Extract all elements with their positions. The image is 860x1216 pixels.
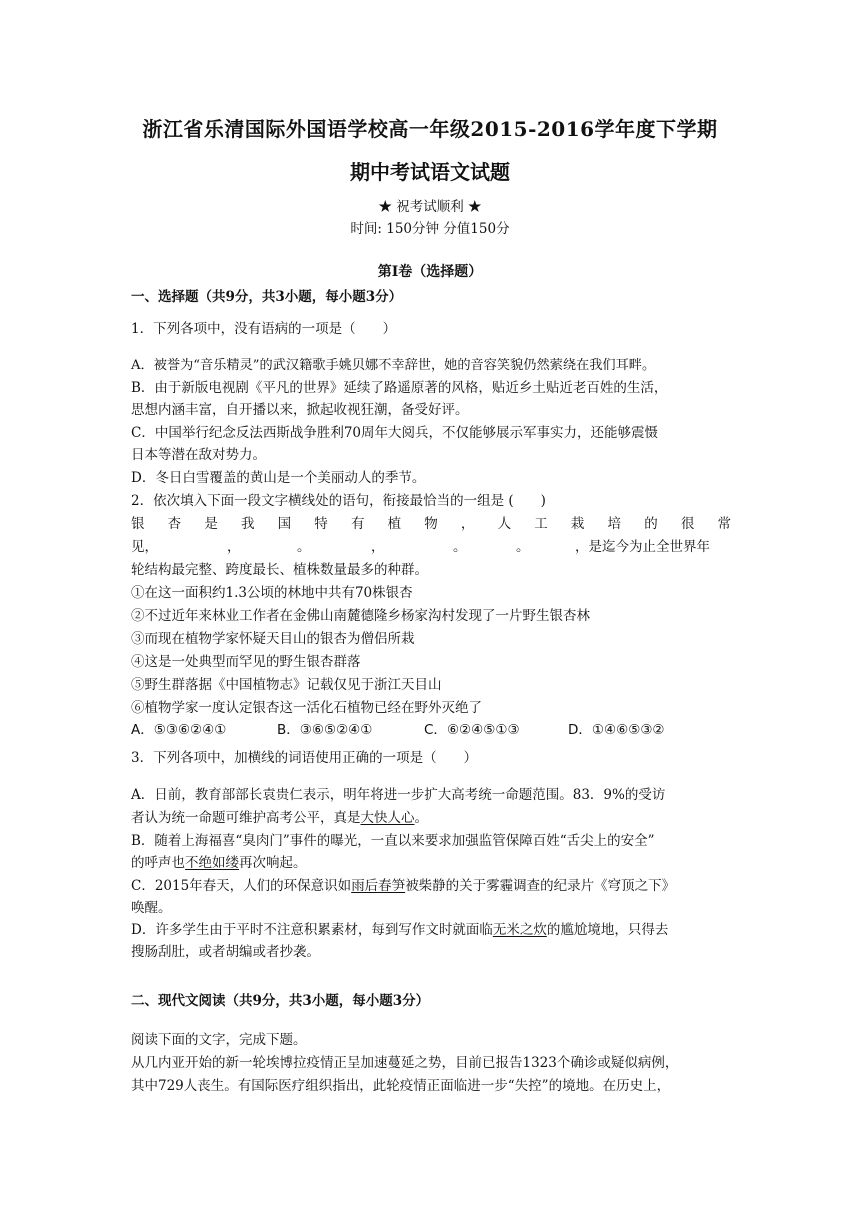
question-2-option-c: C．⑥②④⑤①③ [424, 722, 520, 738]
question-2-passage-row3: 轮结构最完整、跨度最长、植株数量最多的种群。 [131, 562, 428, 578]
question-2-item-1: ①在这一面积约1.3公顷的林地中共有70株银杏 [131, 585, 413, 601]
passage-blank-segment: ， [371, 539, 385, 555]
question-3-option-a-line2: 者认为统一命题可维护高考公平，真是大快人心。 [131, 810, 428, 826]
question-1-option-c-line2: 日本等潜在敌对势力。 [131, 447, 266, 463]
reading-passage-line1: 从几内亚开始的新一轮埃博拉疫情正呈加速蔓延之势，目前已报告1323个确诊或疑似病例， [131, 1055, 679, 1071]
question-3-option-c-line2: 唤醒。 [131, 900, 172, 916]
passage-blank-segment: ， [227, 539, 241, 555]
passage-char: 植 [387, 516, 402, 532]
passage-char: 工 [534, 516, 548, 532]
question-1-option-a: A．被誉为“音乐精灵”的武汉籍歌手姚贝娜不幸辞世，她的音容笑貌仍然萦绕在我们耳畔。 [131, 358, 656, 373]
passage-char: 特 [314, 516, 328, 532]
passage-char: 人 [497, 516, 512, 532]
question-3-option-c-line1: C．2015年春天，人们的环保意识如雨后春笋被柴静的关于雾霾调查的纪录片《穹顶之下》 [131, 878, 676, 894]
passage-char: 银 [131, 516, 145, 532]
passage-blank-segment: 。 [453, 539, 467, 555]
passage-char: ， [460, 516, 475, 532]
passage-char: 常 [717, 516, 731, 532]
question-1-option-b-line2: 思想内涵丰富，自开播以来，掀起收视狂潮，备受好评。 [131, 402, 469, 418]
passage-char: 国 [277, 516, 292, 532]
question-3-stem: 3．下列各项中，加横线的词语使用正确的一项是（ ） [131, 750, 478, 766]
question-1-option-d: D．冬日白雪覆盖的黄山是一个美丽动人的季节。 [131, 470, 426, 486]
passage-blank-segment: 。 [297, 539, 311, 555]
question-3-option-b-line2: 的呼声也不绝如缕再次响起。 [131, 855, 307, 871]
passage-blank-segment: ，是迄今为止全世界年 [575, 539, 710, 555]
passage-char: 是 [204, 516, 218, 532]
question-3-option-a-line1: A．日前，教育部部长袁贵仁表示，明年将进一步扩大高考统一命题范围。83．9%的受访 [131, 787, 666, 803]
question-2-item-3: ③而现在植物学家怀疑天目山的银杏为僧侣所栽 [131, 631, 415, 647]
passage-char: 很 [680, 516, 695, 532]
underlined-term: 大快人心 [360, 810, 415, 826]
question-2-item-6: ⑥植物学家一度认定银杏这一活化石植物已经在野外灭绝了 [131, 700, 482, 716]
question-1-option-c-line1: C．中国举行纪念反法西斯战争胜利70周年大阅兵，不仅能够展示军事实力，还能够震慑 [131, 425, 659, 441]
passage-char: 我 [240, 516, 255, 532]
underlined-term: 不绝如缕 [185, 855, 239, 871]
underlined-term: 雨后春笋 [351, 878, 406, 894]
passage-char: 杏 [167, 516, 182, 532]
passage-char: 物 [424, 516, 438, 532]
section-one-heading: 一、选择题（共9分，共3小题，每小题3分） [131, 289, 403, 305]
question-2-option-a: A．⑤③⑥②④① [131, 722, 227, 738]
volume-one-title: 第Ⅰ卷（选择题） [377, 264, 483, 280]
passage-blank-segment: 。 [516, 539, 530, 555]
passage-char: 培 [607, 516, 622, 532]
exam-title-line1: 浙江省乐清国际外国语学校高一年级2015-2016学年度下学期 [142, 117, 718, 141]
reading-instruction: 阅读下面的文字，完成下题。 [131, 1032, 307, 1048]
question-2-item-5: ⑤野生群落据《中国植物志》记载仅见于浙江天目山 [131, 677, 442, 693]
question-1-option-b-line1: B．由于新版电视剧《平凡的世界》延续了路遥原著的风格，贴近乡土贴近老百姓的生活， [131, 380, 668, 396]
good-luck-line: ★ 祝考试顺利 ★ [378, 199, 482, 215]
question-3-option-b-line1: B．随着上海福喜“臭肉门”事件的曝光，一直以来要求加强监管保障百姓“舌尖上的安全” [131, 833, 655, 849]
passage-blank-segment: 见， [131, 539, 158, 555]
question-1-stem: 1．下列各项中，没有语病的一项是（ ） [131, 321, 397, 337]
passage-char: 栽 [570, 516, 585, 532]
question-2-item-2: ②不过近年来林业工作者在金佛山南麓德隆乡杨家沟村发现了一片野生银杏林 [131, 608, 590, 624]
passage-char: 的 [644, 516, 658, 532]
question-2-passage-row1 [131, 514, 731, 534]
section-two-heading: 二、现代文阅读（共9分，共3小题，每小题3分） [131, 993, 430, 1009]
underlined-term: 无米之炊 [492, 922, 547, 938]
question-2-stem: 2．依次填入下面一段文字横线处的语句，衔接最恰当的一组是 ( ) [131, 493, 546, 509]
question-2-option-d: D．①④⑥⑤③② [568, 722, 665, 738]
reading-passage-line2: 其中729人丧生。有国际医疗组织指出，此轮疫情正面临进一步“失控”的境地。在历史上， [131, 1078, 671, 1094]
question-3-option-d-line1: D．许多学生由于平时不注意积累素材，每到写作文时就面临无米之炊的尴尬境地，只得去 [131, 922, 669, 938]
question-3-option-d-line2: 搜肠刮肚，或者胡编或者抄袭。 [131, 944, 320, 960]
time-and-score-info: 时间: 150分钟 分值150分 [350, 221, 510, 237]
passage-char: 有 [350, 516, 365, 532]
question-2-option-b: B．③⑥⑤②④① [277, 722, 373, 738]
question-2-item-4: ④这是一处典型而罕见的野生银杏群落 [131, 654, 361, 670]
exam-title-line2: 期中考试语文试题 [350, 160, 510, 184]
